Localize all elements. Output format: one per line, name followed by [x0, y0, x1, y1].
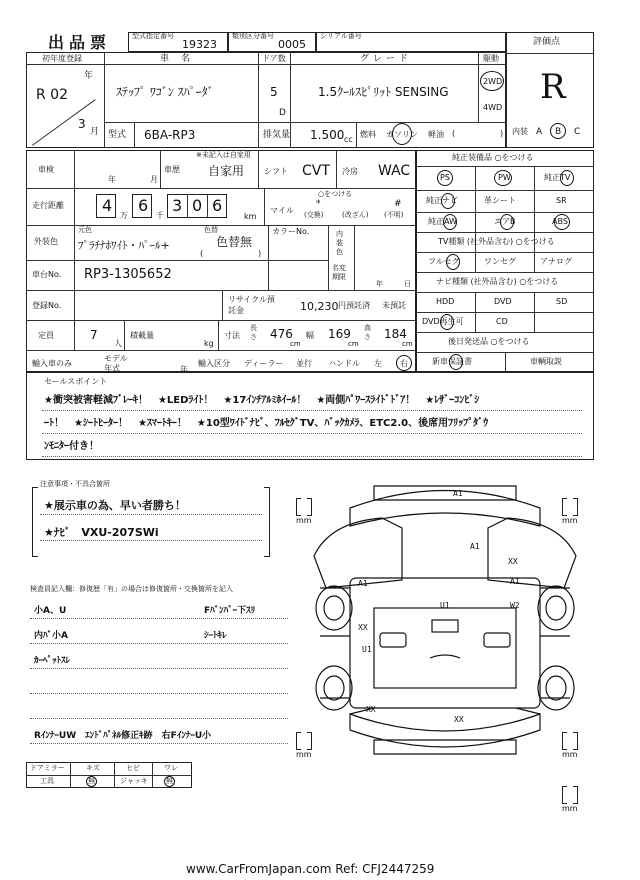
mileage-circle-note: ○をつける	[318, 190, 353, 198]
navi-sd: SD	[556, 297, 568, 306]
dims-label: 寸法	[224, 331, 240, 340]
tv-analog: アナログ	[540, 257, 572, 266]
type-designation-label: 型式指定番号	[132, 32, 174, 40]
equip-aw: 純正AW	[428, 217, 457, 226]
tread-fr: mm	[562, 498, 578, 514]
height-label: 高さ	[364, 324, 371, 341]
damage-mark-lr-xx: XX	[358, 623, 368, 632]
recycle-unpaid: 未預託	[382, 301, 406, 310]
equip-navi: 純正ナビ	[426, 196, 458, 205]
width-cm: cm	[348, 340, 359, 348]
capacity-value: 7	[90, 328, 98, 342]
fuel-gasoline-circle	[392, 123, 412, 145]
inspector-line-2a: 内ﾊﾞ小A	[34, 631, 68, 641]
import-type-label: 輸入区分	[198, 359, 230, 368]
drive-2wd-circle	[480, 71, 504, 91]
mileage-unit-km: km	[244, 212, 257, 221]
mileage-unit-1: 万	[120, 211, 128, 220]
length-cm: cm	[290, 340, 301, 348]
tv-fullseg: フルセグ	[428, 257, 460, 266]
notes-label: 注意事項・不具合箇所	[40, 480, 110, 488]
damage-mark-tire-xx: XX	[366, 705, 376, 714]
grade-label: グレード	[360, 54, 413, 64]
chassis-label: 車台No.	[32, 270, 62, 279]
fuel-other-close: )	[500, 129, 504, 138]
damage-mark-lr-u1: U1	[362, 645, 372, 654]
model-year-unit: 年	[180, 365, 188, 374]
right-handle-circle	[396, 355, 412, 371]
legend-crack: ヒビ	[126, 764, 140, 772]
mileage-digit-4: 0	[192, 196, 203, 215]
inspector-line-3a: ｶｰﾍﾟｯﾄｽﾚ	[34, 656, 71, 666]
drive-4wd: 4WD	[483, 103, 503, 112]
mileage-digit-1: 4	[102, 196, 113, 215]
legend-jack-value: 無	[166, 777, 173, 785]
ac-value: WAC	[378, 163, 411, 179]
notes-line-2: ★ﾅﾋﾞ VXU-207SWi	[44, 526, 159, 539]
mile-label: マイル	[270, 206, 294, 215]
recycle-value: 10,230	[300, 300, 339, 313]
doors-sub: D	[279, 108, 286, 118]
doors-value: 5	[270, 85, 278, 99]
tv-header: TV種類 (社外品含む) ○をつける	[438, 237, 555, 246]
displacement-label: 排気量	[263, 130, 291, 140]
recycle-label: リサイクル預託金	[228, 295, 275, 315]
name-change-day: 日	[404, 280, 411, 288]
color-value: ﾌﾟﾗﾁﾅﾎﾜｲﾄ・ﾊﾟｰﾙ+	[78, 239, 170, 252]
mileage-digit-3: 3	[172, 196, 183, 215]
capacity-unit: 人	[114, 339, 122, 348]
damage-mark-roof-u1: U1	[440, 601, 450, 610]
drive-2wd: 2WD	[483, 77, 503, 86]
first-reg-era: R 02	[36, 87, 68, 103]
left-label: 左	[374, 359, 382, 368]
tread-fl: mm	[296, 498, 312, 514]
fuel-diesel: 軽油	[428, 130, 444, 139]
sales-points-box	[26, 372, 594, 460]
parallel-label: 並行	[296, 359, 312, 368]
car-diagram	[290, 478, 600, 778]
equip-ps: PS	[440, 173, 450, 182]
damage-mark-rf-a1: A1	[510, 577, 520, 586]
recycle-unit: 円預託済	[338, 301, 370, 310]
chassis-value: RP3-1305652	[84, 267, 172, 282]
star-mark: *	[316, 199, 321, 209]
handle-label: ハンドル	[328, 359, 360, 368]
later-warranty: 新車保証書	[432, 357, 472, 366]
equip-pw: PW	[498, 173, 511, 182]
damage-mark-rear-xx: XX	[454, 715, 464, 724]
tv-oneseg: ワンセグ	[484, 257, 516, 266]
displacement-value: 1.500	[310, 128, 345, 142]
shift-value: CVT	[302, 163, 330, 179]
legend-jack: ジャッキ	[120, 777, 148, 785]
first-reg-month: 3	[78, 117, 86, 131]
damage-mark-lf-a1: A1	[358, 579, 368, 588]
right-label: 右	[400, 359, 408, 368]
width-value: 169	[328, 327, 351, 341]
ac-label: 冷房	[342, 167, 358, 176]
legend-scratch: キズ	[86, 764, 100, 772]
interior-c: C	[574, 127, 581, 137]
use-note: ※未記入は自家用	[196, 151, 251, 159]
footer-reference: www.CarFromJapan.com Ref: CFJ2447259	[186, 862, 435, 876]
shaken-label: 車検	[38, 165, 54, 174]
tread-rl: mm	[296, 732, 312, 748]
interior-a: A	[536, 127, 543, 137]
navi-cd: CD	[496, 317, 508, 326]
navi-header: ナビ種類 (社外品含む) ○をつける	[436, 277, 559, 286]
load-unit: kg	[204, 339, 214, 348]
category-value: 0005	[278, 38, 306, 51]
model-year-label: モデル年式	[104, 354, 128, 373]
later-manual: 車輌取説	[530, 357, 562, 366]
mileage-digit-5: 6	[212, 196, 223, 215]
length-label: 長さ	[250, 324, 257, 341]
displacement-unit: cc	[344, 135, 353, 144]
damage-mark-front-a1: A1	[453, 489, 463, 498]
shift-label: シフト	[264, 167, 288, 176]
interior-b: B	[555, 127, 562, 137]
doors-label: ドア数	[262, 54, 286, 63]
type-designation-value: 19323	[182, 38, 217, 51]
sales-line-2: ｰﾄ！ ★ｼｰﾄﾋｰﾀｰ！ ★ｽﾏｰﾄｷｰ！ ★10型ﾜｲﾄﾞﾅﾋﾞ、ﾌﾙｾｸﾞTV、ﾊﾞｯｸｶﾒﾗ、ETC2.0、後席用ﾌﾘｯﾌﾟﾀﾞｳ	[44, 418, 489, 429]
damage-mark-rr-w2: W2	[510, 601, 520, 610]
tread-spare: mm	[562, 786, 578, 802]
load-label: 積載量	[130, 331, 154, 340]
int-color-label: 内装色	[336, 230, 343, 256]
equip-abs: ABS	[552, 217, 568, 226]
inspection-grid	[26, 150, 416, 372]
inspector-line-1b: Fﾊﾞﾝﾊﾟｰ下ｽﾘ	[204, 606, 256, 616]
mileage-unit-2: 千	[156, 211, 164, 220]
name-change-label: 名変期限	[332, 264, 346, 281]
tamper-label: (改ざん)	[342, 211, 369, 219]
equip-sr: SR	[556, 196, 567, 205]
reg-label: 登録No.	[32, 301, 62, 310]
grade-value: 1.5ｸｰﾙｽﾋﾟﾘｯﾄ SENSING	[318, 85, 449, 99]
legend-break: ワレ	[164, 764, 178, 772]
legend-door-mirror: ドアミラー	[30, 764, 65, 772]
capacity-label: 定員	[38, 331, 54, 340]
serial-label: シリアル番号	[320, 32, 362, 40]
inspector-label: 検査員記入欄：修復歴「有」の場合は修復箇所・交換箇所を記入	[30, 585, 233, 593]
genuine-header: 純正装備品 ○をつける	[452, 153, 534, 162]
navi-dvd-play: DVD再生可	[422, 317, 464, 326]
color-no-label: カラーNo.	[272, 227, 310, 236]
interior-b-circle	[550, 123, 566, 139]
damage-mark-hood-a1: A1	[470, 542, 480, 551]
navi-dvd: DVD	[494, 297, 512, 306]
paint-paren-close: )	[258, 249, 262, 258]
unknown-label: (不明)	[384, 211, 404, 219]
interior-label: 内装	[512, 127, 528, 136]
exchange-label: (交換)	[304, 211, 324, 219]
shaken-year: 年	[108, 175, 116, 184]
notes-line-1: ★展示車の為、早い者勝ち！	[44, 499, 186, 512]
type-label: 型式	[108, 130, 127, 140]
paint-value: 色替無	[216, 235, 253, 249]
equip-tv: 純正TV	[544, 173, 571, 182]
sales-points-label: セールスポイント	[44, 377, 108, 386]
sales-line-3: ﾝﾓﾆﾀｰ付き！	[44, 441, 99, 452]
fuel-label: 燃料	[360, 130, 376, 139]
page-title: 出品票	[48, 33, 112, 52]
inspector-line-1a: 小A、U	[34, 606, 67, 616]
name-change-year: 年	[376, 280, 383, 288]
year-unit: 年	[84, 71, 94, 81]
legend-tools: 工具	[40, 777, 54, 785]
fuel-other-open: (	[452, 129, 456, 138]
orig-color-label: 元色	[78, 226, 92, 234]
height-cm: cm	[402, 340, 413, 348]
month-unit: 月	[90, 127, 100, 137]
category-label: 類別区分番号	[232, 32, 274, 40]
legend-tools-value: 無	[88, 777, 95, 785]
navi-hdd: HDD	[436, 297, 455, 306]
equip-airbag: エアB	[494, 217, 516, 226]
length-value: 476	[270, 327, 293, 341]
fuel-gasoline: ガソリン	[386, 130, 418, 139]
inspector-line-6a: RｲﾝﾅｰUW ｴﾝﾄﾞﾊﾟﾈﾙ修正ｷ跡 右FｲﾝﾅｰU小	[34, 731, 212, 741]
score-label: 評価点	[533, 37, 561, 47]
height-value: 184	[384, 327, 407, 341]
type-value: 6BA-RP3	[144, 128, 196, 142]
dealer-label: ディーラー	[244, 359, 284, 368]
use-value: 自家用	[208, 164, 245, 178]
hash-mark: #	[394, 199, 402, 209]
mileage-digit-2: 6	[138, 196, 149, 215]
color-label: 外装色	[34, 237, 58, 246]
tread-rr: mm	[562, 732, 578, 748]
use-label: 車歴	[164, 165, 180, 174]
paint-paren-open: (	[200, 249, 204, 258]
paint-label: 色替	[204, 226, 218, 234]
inspector-line-2b: ｼｰﾄｷﾚ	[204, 631, 227, 641]
drive-label: 駆動	[483, 54, 499, 63]
shaken-month: 月	[150, 175, 158, 184]
later-header: 後日発送品 ○をつける	[448, 337, 530, 346]
damage-mark-rf-xx: XX	[508, 557, 518, 566]
model-value: ｽﾃｯﾌﾟ ﾜｺﾞﾝ ｽﾊﾟｰﾀﾞ	[116, 85, 214, 99]
mileage-label: 走行距離	[32, 201, 64, 210]
score-value: R	[540, 67, 566, 107]
import-label: 輸入車のみ	[32, 359, 72, 368]
width-label: 幅	[306, 331, 314, 340]
first-reg-label: 初年度登録	[42, 54, 82, 63]
sales-line-1: ★衝突被害軽減ﾌﾞﾚｰｷ！ ★LEDﾗｲﾄ！ ★17ｲﾝﾁｱﾙﾐﾎｲｰﾙ！ ★両側ﾊﾟﾜｰｽﾗｲﾄﾞﾄﾞｱ！ ★ﾚｻﾞｰｺﾝﾋﾞｼ	[44, 395, 480, 406]
equip-leather: 革シート	[484, 196, 516, 205]
model-label: 車名	[160, 54, 203, 64]
